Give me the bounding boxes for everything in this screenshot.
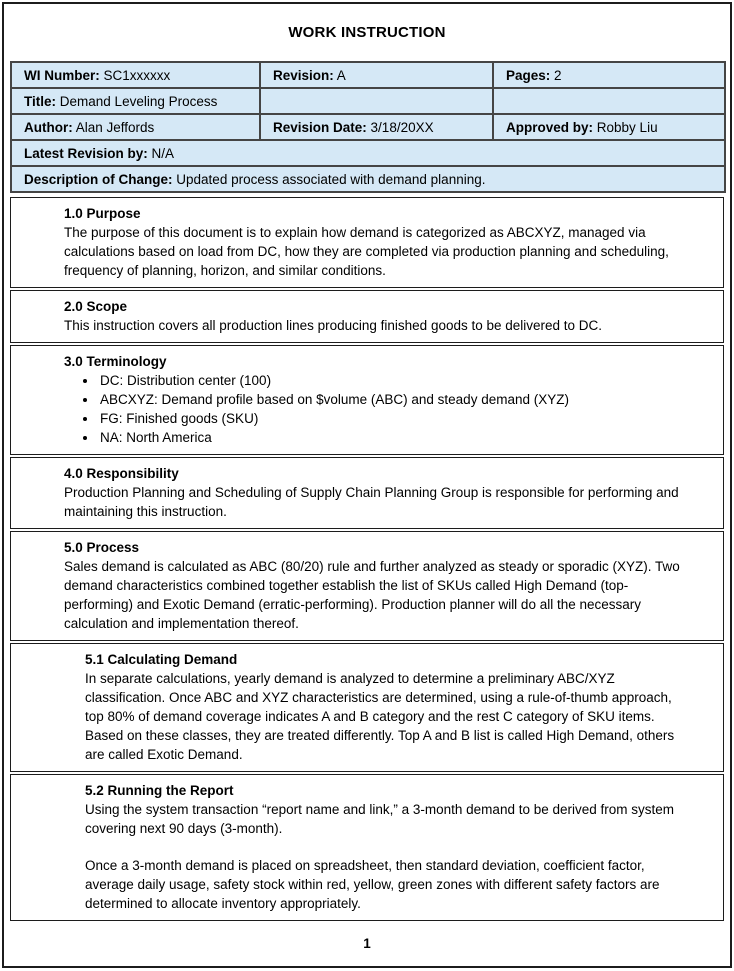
wi-number-label: WI Number: — [24, 67, 100, 83]
section-responsibility — [10, 457, 724, 529]
list-item: • FG: Finished goods (SKU) — [98, 409, 691, 428]
info-table — [10, 61, 726, 193]
list-item: • NA: North America — [98, 428, 691, 447]
description-of-change-value: Updated process associated with demand planning. — [176, 171, 486, 187]
section-heading: 3.0 Terminology — [64, 354, 167, 369]
section-heading: 5.0 Process — [64, 540, 140, 555]
list-item: • ABCXYZ: Demand profile based on $volume (ABC) and steady demand (XYZ) — [98, 390, 691, 409]
document-page — [2, 2, 732, 968]
section-paragraph: The purpose of this document is to explain how demand is categorized as ABCXYZ, managed via calculations based on load from DC, how they are completed via production planning and scheduling, frequency of planning, horizon, and similar conditions. — [64, 225, 669, 278]
wi-number-value: SC1xxxxxx — [103, 67, 171, 83]
table-row-latest-revision — [11, 140, 725, 166]
section-scope — [10, 290, 724, 343]
revision-date-label: Revision Date: — [273, 119, 367, 135]
table-row-description-of-change — [11, 166, 725, 192]
revision-label: Revision: — [273, 67, 334, 83]
section-heading: 1.0 Purpose — [64, 206, 141, 221]
table-row-wi — [11, 62, 725, 88]
latest-revision-value: N/A — [151, 145, 175, 161]
section-paragraph: Production Planning and Scheduling of Supply Chain Planning Group is responsible for performing and maintaining this instruction. — [64, 485, 679, 519]
revision-cell — [260, 62, 493, 88]
section-purpose — [10, 197, 724, 288]
title-cell — [11, 88, 260, 114]
page-number: 1 — [363, 935, 371, 951]
terminology-list — [64, 371, 691, 447]
empty-cell — [260, 88, 493, 114]
section-paragraph: Once a 3-month demand is placed on spreadsheet, then standard deviation, coefficient factor, average daily usage, safety stock within red, yellow, green zones with different safety factors are determined to allocate inventory appropriately. — [85, 858, 660, 911]
latest-revision-cell — [11, 140, 725, 166]
section-heading: 5.2 Running the Report — [85, 783, 234, 798]
section-heading: 5.1 Calculating Demand — [85, 652, 238, 667]
revision-value: A — [336, 67, 346, 83]
author-cell — [11, 114, 260, 140]
page-footer — [4, 928, 730, 966]
revision-date-cell — [260, 114, 493, 140]
revision-date-value: 3/18/20XX — [370, 119, 434, 135]
pages-label: Pages: — [506, 67, 551, 83]
document-header — [4, 4, 730, 61]
author-value: Alan Jeffords — [75, 119, 155, 135]
pages-cell — [493, 62, 725, 88]
page-title: WORK INSTRUCTION — [288, 24, 446, 41]
latest-revision-label: Latest Revision by: — [24, 145, 148, 161]
section-heading: 4.0 Responsibility — [64, 466, 179, 481]
table-row-title — [11, 88, 725, 114]
description-of-change-label: Description of Change: — [24, 171, 173, 187]
title-label: Title: — [24, 93, 57, 109]
section-paragraph: This instruction covers all production lines producing finished goods to be delivered to DC. — [64, 318, 603, 333]
approved-by-label: Approved by: — [506, 119, 594, 135]
table-row-author — [11, 114, 725, 140]
description-of-change-cell — [11, 166, 725, 192]
section-calculating-demand — [10, 643, 724, 772]
empty-cell — [493, 88, 725, 114]
section-paragraph: Using the system transaction “report name and link,” a 3-month demand to be derived from system covering next 90 days (3-month). — [85, 802, 675, 836]
section-paragraph: Sales demand is calculated as ABC (80/20) rule and further analyzed as steady or sporadic (XYZ). Two demand characteristics combined together establish the list of SKUs called High Demand (top-performing) and Exotic Demand (erratic-performing). Production planner will do all the necessary calculation and implementation thereof. — [64, 559, 680, 631]
section-paragraph: In separate calculations, yearly demand is analyzed to determine a preliminary ABC/XYZ classification. Once ABC and XYZ characteristics are determined, using a rule-of-thumb approach, top 80% of demand coverage indicates A and B category and the rest C category of SKU items. Based on these classes, they are treated differently. Top A and B list is called High Demand, others are called Exotic Demand. — [85, 671, 675, 762]
list-item: • DC: Distribution center (100) — [98, 371, 691, 390]
section-heading: 2.0 Scope — [64, 299, 128, 314]
author-label: Author: — [24, 119, 73, 135]
section-terminology — [10, 345, 724, 455]
section-running-the-report — [10, 774, 724, 921]
wi-number-cell — [11, 62, 260, 88]
approved-by-value: Robby Liu — [596, 119, 658, 135]
pages-value: 2 — [554, 67, 562, 83]
section-process — [10, 531, 724, 641]
title-value: Demand Leveling Process — [59, 93, 218, 109]
approved-by-cell — [493, 114, 725, 140]
sections-container — [10, 197, 724, 923]
